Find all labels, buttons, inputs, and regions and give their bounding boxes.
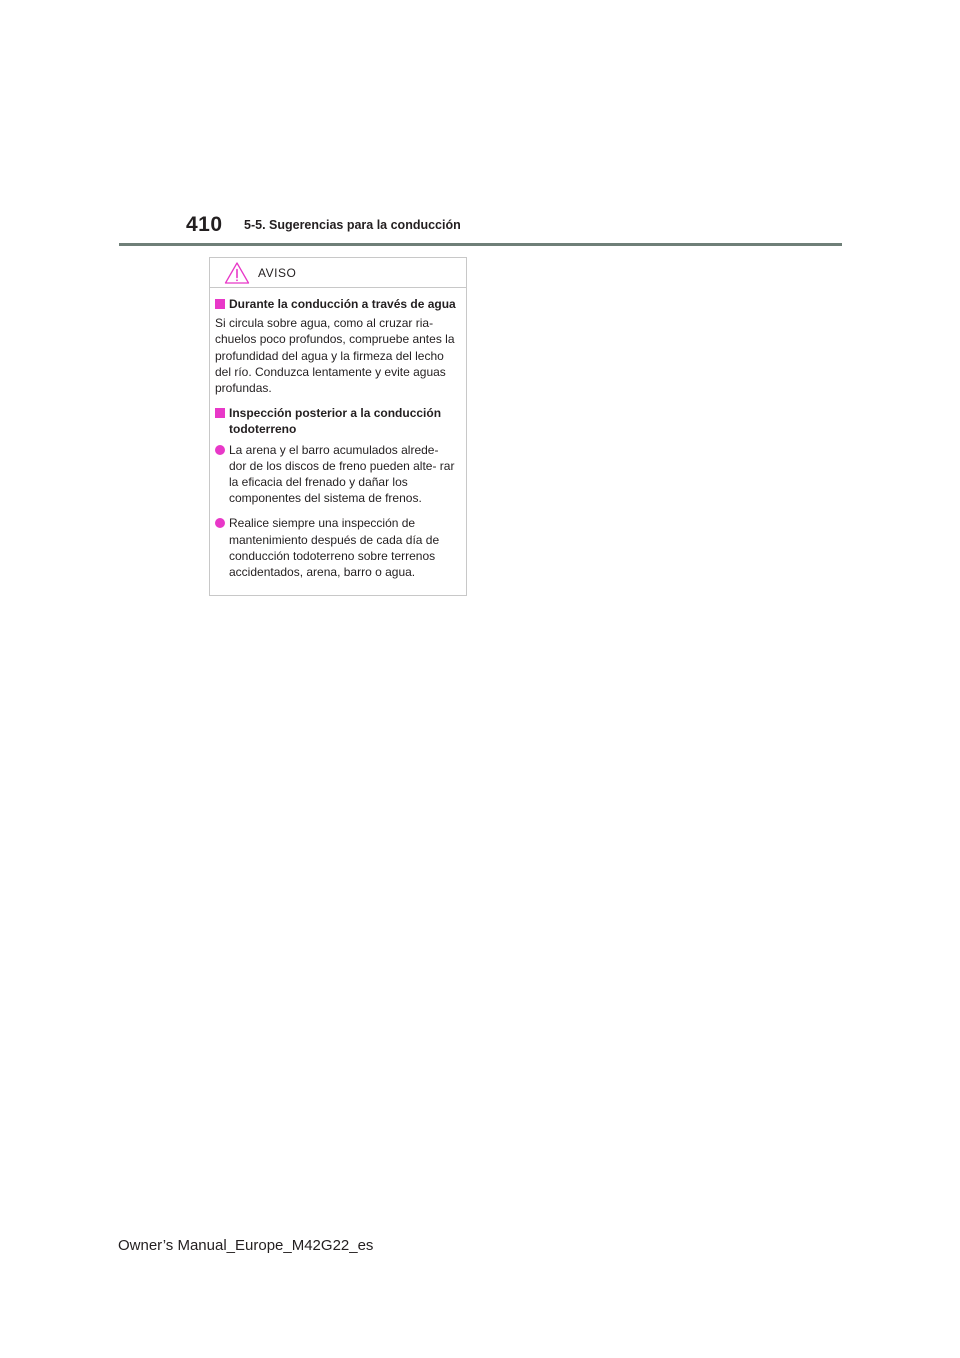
section-heading bbox=[215, 296, 458, 312]
warning-triangle-icon bbox=[224, 261, 250, 285]
warning-body bbox=[210, 288, 466, 580]
list-item bbox=[215, 442, 458, 507]
page-number: 410 bbox=[186, 213, 223, 236]
list-item-text: Realice siempre una inspección de mantenimiento después de cada día de conducción todoterreno sobre terrenos accidentados, arena, barro o agua. bbox=[229, 516, 440, 580]
section-title: 5-5. Sugerencias para la conducción bbox=[244, 218, 461, 232]
warning-title: AVISO bbox=[258, 266, 297, 280]
warning-header bbox=[210, 258, 466, 288]
section-paragraph: Si circula sobre agua, como al cruzar ria- chuelos poco profundos, compruebe antes la profundidad del agua y la firmeza del lecho del río. Conduzca lentamente y evite aguas profundas. bbox=[215, 316, 455, 396]
circle-bullet-icon bbox=[215, 518, 225, 528]
section-heading-text: Durante la conducción a través de agua bbox=[229, 297, 456, 311]
header-divider bbox=[119, 243, 842, 246]
footer-manual-code: Owner’s Manual_Europe_M42G22_es bbox=[118, 1237, 374, 1254]
list-item-text: La arena y el barro acumulados alrede- dor de los discos de freno pueden alte- rar la eficacia del frenado y dañar los componentes del sistema de frenos. bbox=[229, 442, 455, 506]
list-item bbox=[215, 515, 458, 580]
warning-box bbox=[209, 257, 467, 596]
circle-bullet-icon bbox=[215, 445, 225, 455]
section-heading bbox=[215, 405, 458, 437]
square-bullet-icon bbox=[215, 408, 225, 418]
square-bullet-icon bbox=[215, 299, 225, 309]
section-heading-text: Inspección posterior a la conducción todoterreno bbox=[229, 406, 442, 437]
